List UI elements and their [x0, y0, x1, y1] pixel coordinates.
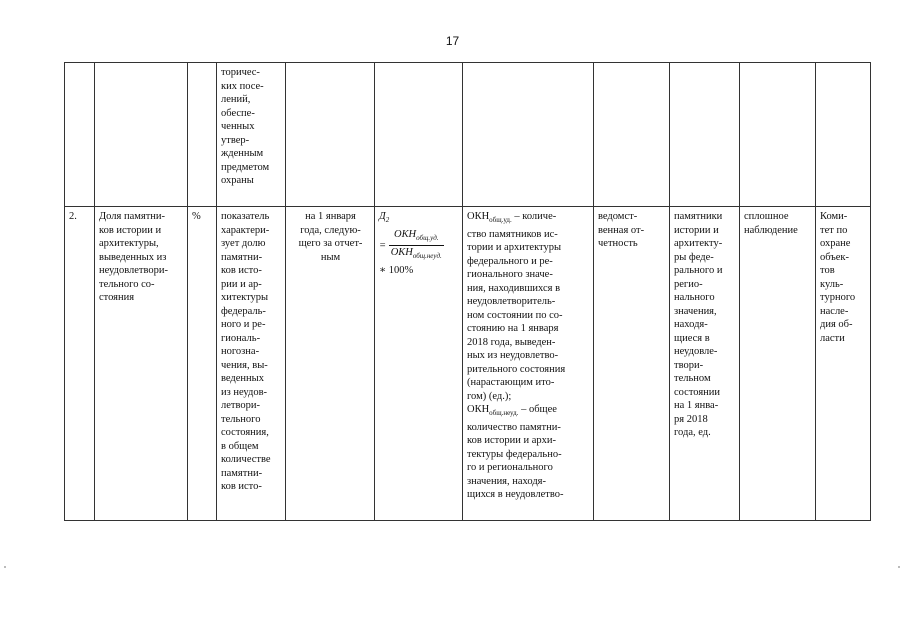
indicators-table — [64, 62, 871, 521]
table-row-continuation — [65, 63, 871, 207]
page-number: 17 — [445, 34, 460, 48]
formula-numerator: ОКН — [394, 228, 417, 240]
cell-unit: % — [188, 207, 217, 521]
cell-variables — [463, 63, 594, 207]
cell-num — [65, 63, 95, 207]
formula-denominator: ОКН — [390, 247, 413, 259]
cell-name: Доля памятни- ков истории и архитектуры, выведенных из неудовлетвори- тельного со- стояния — [95, 207, 188, 521]
cell-name — [95, 63, 188, 207]
formula-numerator-sub: общ.уд. — [416, 233, 439, 242]
cell-population: памятники истории и архитекту- ры феде- рального и регио- нального значения, находя- щиеся в неудовле- твори- тельном состоянии на 1 янва- ря 2018 года, ед. — [670, 207, 740, 521]
table-row-indicator-2 — [65, 207, 871, 521]
variable-1-text: – количе- ство памятников ис- тории и архитектуры федерального и ре- гионального значе- ния, находившихся в неудовлетворитель- ном состоянии по со- стоянию на 1 января 2018 года, выведен- ных из неудовлетво- рительного состояния (нарастающим ито- гом) (ед.); — [467, 211, 566, 402]
cell-responsible: Коми- тет по охране объек- тов куль- турного насле- дия об- ласти — [816, 207, 871, 521]
formula-lhs-sub: 2 — [385, 216, 390, 225]
formula-denominator-sub: общ.неуд. — [412, 252, 442, 261]
variable-2-sub: общ.неуд. — [489, 409, 519, 418]
cell-definition: торичес- ких посе- лений, обеспе- ченных утвер- жденным предметом охраны — [217, 63, 286, 207]
cell-population — [670, 63, 740, 207]
cell-formula — [375, 63, 463, 207]
cell-definition: показатель характери- зует долю памятни- ков исто- рии и ар- хитектуры федераль- ного и ре- гиональ- ногозна- чения, вы- веденных из неудов- летвори- тельного состояния, в общем количестве памятни- ков исто- — [217, 207, 286, 521]
formula-lhs: Д — [379, 211, 386, 222]
cell-num: 2. — [65, 207, 95, 521]
variable-2-text: – общее количество памятни- ков истории и архи- тектуры федерально- го и регионального значения, находя- щихся в неудовлетво- — [467, 404, 564, 501]
scan-speck — [898, 566, 900, 568]
formula — [379, 210, 459, 277]
variable-2-name: ОКН — [467, 404, 490, 416]
cell-method: сплошное наблюдение — [740, 207, 816, 521]
cell-unit — [188, 63, 217, 207]
formula-fraction — [389, 228, 444, 264]
variable-1-name: ОКН — [467, 211, 490, 222]
cell-responsible — [816, 63, 871, 207]
cell-date: на 1 января года, следую- щего за отчет- ным — [286, 207, 375, 521]
scan-speck — [4, 566, 6, 568]
cell-method — [740, 63, 816, 207]
cell-source: ведомст- венная от- четность — [594, 207, 670, 521]
cell-formula — [375, 207, 463, 521]
formula-eq: = — [379, 240, 387, 252]
formula-tail: ∗ 100% — [379, 264, 414, 276]
cell-variables — [463, 207, 594, 521]
variable-1-sub: общ.уд. — [489, 216, 512, 225]
cell-date — [286, 63, 375, 207]
cell-source — [594, 63, 670, 207]
